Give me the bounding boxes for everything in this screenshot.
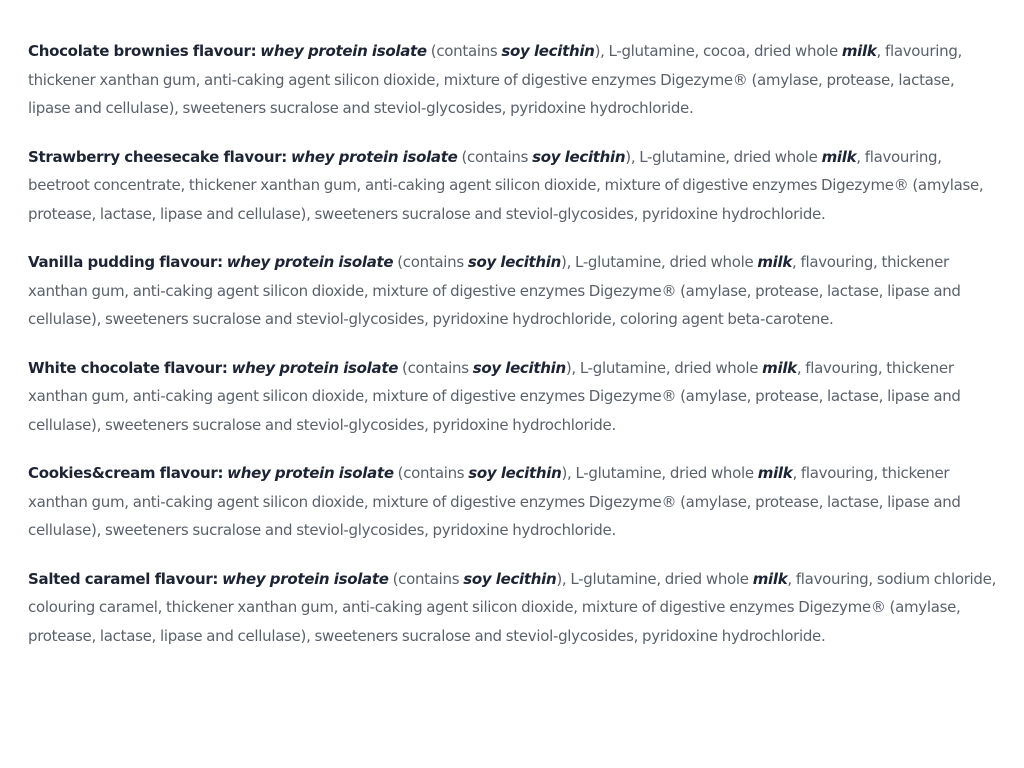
contains-text: (contains bbox=[388, 569, 464, 588]
milk-allergen: milk bbox=[821, 147, 857, 166]
ingredients-text: ), L-glutamine, dried whole bbox=[561, 253, 758, 271]
milk-allergen: milk bbox=[841, 42, 877, 60]
contains-text: (contains bbox=[393, 253, 468, 271]
ingredients-text: ), L-glutamine, dried whole bbox=[561, 464, 758, 482]
flavour-name: Cookies&cream flavour: bbox=[28, 464, 224, 482]
ingredients-text: , flavouring, thickener xanthan gum, anti-caking agent silicon dioxide, mixture of digestive enzymes Digezyme® (amylase, protease, lactase, lipase and cellulase), sweeteners sucralose and steviol-glycosides, pyridoxine hydrochloride, coloring agent beta-carotene. bbox=[28, 253, 961, 328]
allergen-name: soy lecithin bbox=[472, 358, 566, 377]
protein-name: whey protein isolate bbox=[222, 569, 389, 588]
ingredients-text: , flavouring, sodium chloride, colouring caramel, thickener xanthan gum, anti-caking agent silicon dioxide, mixture of digestive enzymes Digezyme® (amylase, protease, lactase, lipase and cellulase), sweeteners sucralose and steviol-glycosides, pyridoxine hydrochloride. bbox=[28, 569, 997, 645]
flavour-paragraph-chocolate-brownies bbox=[28, 37, 1000, 123]
allergen-name: soy lecithin bbox=[463, 569, 557, 588]
protein-name: whey protein isolate bbox=[260, 42, 427, 60]
ingredients-text: , flavouring, thickener xanthan gum, anti-caking agent silicon dioxide, mixture of digestive enzymes Digezyme® (amylase, protease, lactase, lipase and cellulase), sweeteners sucralose and steviol-glycosides, pyridoxine hydrochloride. bbox=[28, 42, 963, 117]
contains-text: (contains bbox=[393, 464, 469, 482]
flavour-paragraph-cookies-cream bbox=[28, 459, 1000, 545]
milk-allergen: milk bbox=[762, 358, 797, 377]
allergen-name: soy lecithin bbox=[501, 42, 595, 60]
contains-text: (contains bbox=[457, 147, 533, 166]
allergen-name: soy lecithin bbox=[468, 464, 562, 482]
milk-allergen: milk bbox=[752, 569, 788, 588]
ingredients-text: , flavouring, thickener xanthan gum, anti-caking agent silicon dioxide, mixture of digestive enzymes Digezyme® (amylase, protease, lactase, lipase and cellulase), sweeteners sucralose and steviol-glycosides, pyridoxine hydrochloride. bbox=[28, 464, 961, 539]
flavour-paragraph-vanilla-pudding bbox=[28, 248, 1000, 334]
ingredients-text: , flavouring, beetroot concentrate, thickener xanthan gum, anti-caking agent silicon dioxide, mixture of digestive enzymes Digezyme® (amylase, protease, lactase, lipase and cellulase), sweeteners sucralose and steviol-glycosides, pyridoxine hydrochloride. bbox=[28, 147, 984, 223]
contains-text: (contains bbox=[398, 358, 473, 377]
flavour-name: White chocolate flavour: bbox=[28, 358, 228, 377]
contains-text: (contains bbox=[426, 42, 502, 60]
allergen-name: soy lecithin bbox=[467, 253, 562, 271]
allergen-name: soy lecithin bbox=[532, 147, 626, 166]
flavour-paragraph-strawberry-cheesecake bbox=[28, 143, 1000, 229]
protein-name: whey protein isolate bbox=[290, 147, 458, 166]
protein-name: whey protein isolate bbox=[231, 358, 399, 377]
milk-allergen: milk bbox=[757, 253, 793, 271]
flavour-name: Chocolate brownies flavour: bbox=[28, 42, 257, 60]
flavour-paragraph-white-chocolate bbox=[28, 354, 1000, 440]
ingredients-text: , flavouring, thickener xanthan gum, anti-caking agent silicon dioxide, mixture of digestive enzymes Digezyme® (amylase, protease, lactase, lipase and cellulase), sweeteners sucralose and steviol-glycosides, pyridoxine hydrochloride. bbox=[28, 358, 961, 434]
flavour-name: Salted caramel flavour: bbox=[28, 569, 219, 588]
ingredients-text: ), L-glutamine, dried whole bbox=[625, 147, 822, 166]
ingredients-list bbox=[28, 37, 1000, 670]
milk-allergen: milk bbox=[757, 464, 793, 482]
protein-name: whey protein isolate bbox=[227, 464, 394, 482]
flavour-paragraph-salted-caramel bbox=[28, 565, 1000, 651]
ingredients-text: ), L-glutamine, dried whole bbox=[565, 358, 763, 377]
ingredients-text: ), L-glutamine, cocoa, dried whole bbox=[594, 42, 842, 60]
protein-name: whey protein isolate bbox=[226, 253, 394, 271]
ingredients-text: ), L-glutamine, dried whole bbox=[556, 569, 753, 588]
flavour-name: Vanilla pudding flavour: bbox=[28, 253, 223, 271]
flavour-name: Strawberry cheesecake flavour: bbox=[28, 147, 288, 166]
